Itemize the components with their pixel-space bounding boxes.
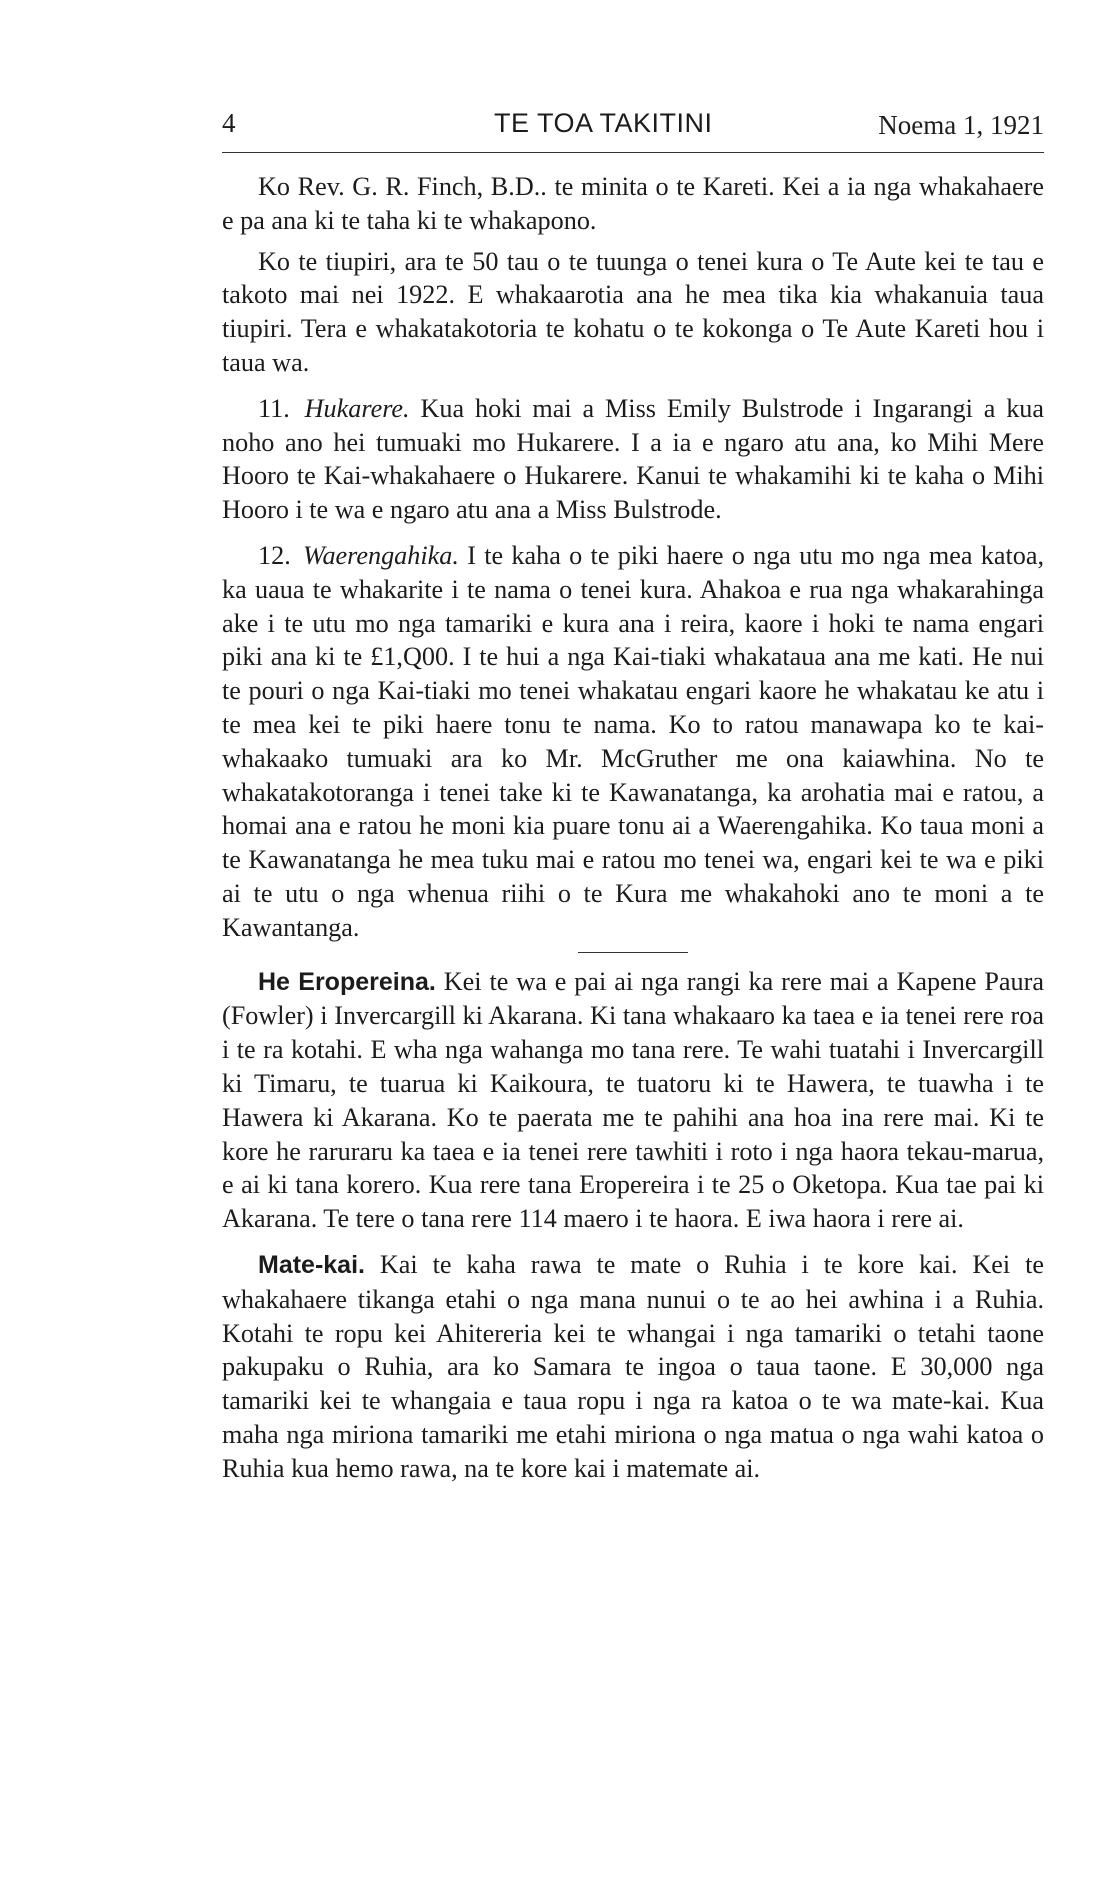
news-text-eropereina: Kei te wa e pai ai nga rangi ka rere mai a Kapene Paura (Fowler) i Invercargill ki Akarana. Ki tana whakaaro ka taea e ia tenei rere roa i te ra kotahi. E wha nga wahanga mo tana rere. Te wahi tuatahi i Invercargill ki Timaru, te tuarua ki Kaikoura, te tuatoru ki te Hawera, te tuawha i te Hawera ki Akarana. Ko te paerata me te pahihi ana hoa ina rere mai. Ki te kore he raruraru ka taea e ia tenei rere tawhiti i roto i nga haora tekau-marua, e ai ki tana korero. Kua rere tana Eropereira i te 25 o Oketopa. Kua tae pai ki Akarana. Te tere o tana rere 114 maero i te haora. E iwa haora i rere ai. <box>222 966 1044 1234</box>
news-heading-eropereina: He Eropereina. <box>258 967 436 996</box>
paragraph-finch: Ko Rev. G. R. Finch, B.D.. te minita o te Kareti. Kei a ia nga whakahaere e pa ana ki te taha ki te whakapono. <box>222 172 1044 235</box>
section-text-hukarere: Kua hoki mai a Miss Emily Bulstrode i Ingarangi a kua noho ano hei tumuaki mo Hukarere. I a ia e ngaro atu ana, ko Mihi Mere Hooro te Kai-whakahaere o Hukarere. Kanui te whakamihi ki te kaha o Mihi Hooro i te wa e ngaro atu ana a Miss Bulstrode. <box>222 393 1045 525</box>
section-waerengahika <box>222 539 1044 945</box>
section-hukarere <box>222 392 1044 527</box>
paragraph-tiupiri: Ko te tiupiri, ara te 50 tau o te tuunga o tenei kura o Te Aute kei te tau e takoto mai nei 1922. E whakaarotia ana he mea tika kia whakanuia taua tiupiri. Tera e whakatakotoria te kohatu o te kokonga o Te Aute Kareti hou i taua wa. <box>222 246 1044 377</box>
section-text-waerengahika: I te kaha o te piki haere o nga utu mo nga mea katoa, ka uaua te whakarite i te nama o tenei kura. Ahakoa e rua nga whakarahinga ake i te utu mo nga tamariki e kura ana i reira, kaore i hoki te nama engari piki ana ki te £1,Q00. I te hui a nga Kai-tiaki whakataua ana me kati. He nui te pouri o nga Kai-tiaki mo tenei whakatau engari kaore he whakatau ke atu i te mea kei te piki haere tonu te nama. Ko to ratou manawapa ko te kai-whakaako tumuaki ara ko Mr. McGruther me ona kaiawhina. No te whakatakotoranga i tenei take ki te Kawanatanga, ka arohatia mai e ratou, a homai ana e ratou he moni kia puare tonu ai a Waerengahika. Ko taua moni a te Kawanatanga he mea tuku mai e ratou mo tenei wa, engari kei te wa e piki ai te utu o nga whenua riihi o te Kura me whakahoki ano te moni a te Kawantanga. <box>222 540 1045 942</box>
journal-title: TE TOA TAKITINI <box>494 108 713 138</box>
section-number: 11. <box>258 393 290 423</box>
article-body <box>222 170 1044 1492</box>
section-number: 12. <box>258 540 291 570</box>
page-header <box>222 108 1044 148</box>
news-item-eropereina <box>222 965 1044 1236</box>
section-heading-hukarere: Hukarere. <box>304 393 410 423</box>
header-rule <box>222 152 1044 153</box>
news-heading-mate-kai: Mate-kai. <box>258 1250 365 1279</box>
page-number: 4 <box>222 108 236 138</box>
issue-date: Noema 1, 1921 <box>878 110 1044 140</box>
section-heading-waerengahika: Waerengahika. <box>303 540 459 570</box>
news-item-mate-kai <box>222 1248 1044 1486</box>
section-divider <box>578 952 688 953</box>
news-text-mate-kai: Kai te kaha rawa te mate o Ruhia i te kore kai. Kei te whakahaere tikanga etahi o nga mana nunui o te ao hei awhina i a Ruhia. Kotahi te ropu kei Ahitereria kei te whangai i nga tamariki o tetahi taone pakupaku o Ruhia, ara ko Samara te ingoa o taua taone. E 30,000 nga tamariki kei te whangaia e taua ropu i nga ra katoa o te wa mate-kai. Kua maha nga miriona tamariki me etahi miriona o nga matua o nga wahi katoa o Ruhia kua hemo rawa, na te kore kai i matemate ai. <box>222 1249 1045 1483</box>
